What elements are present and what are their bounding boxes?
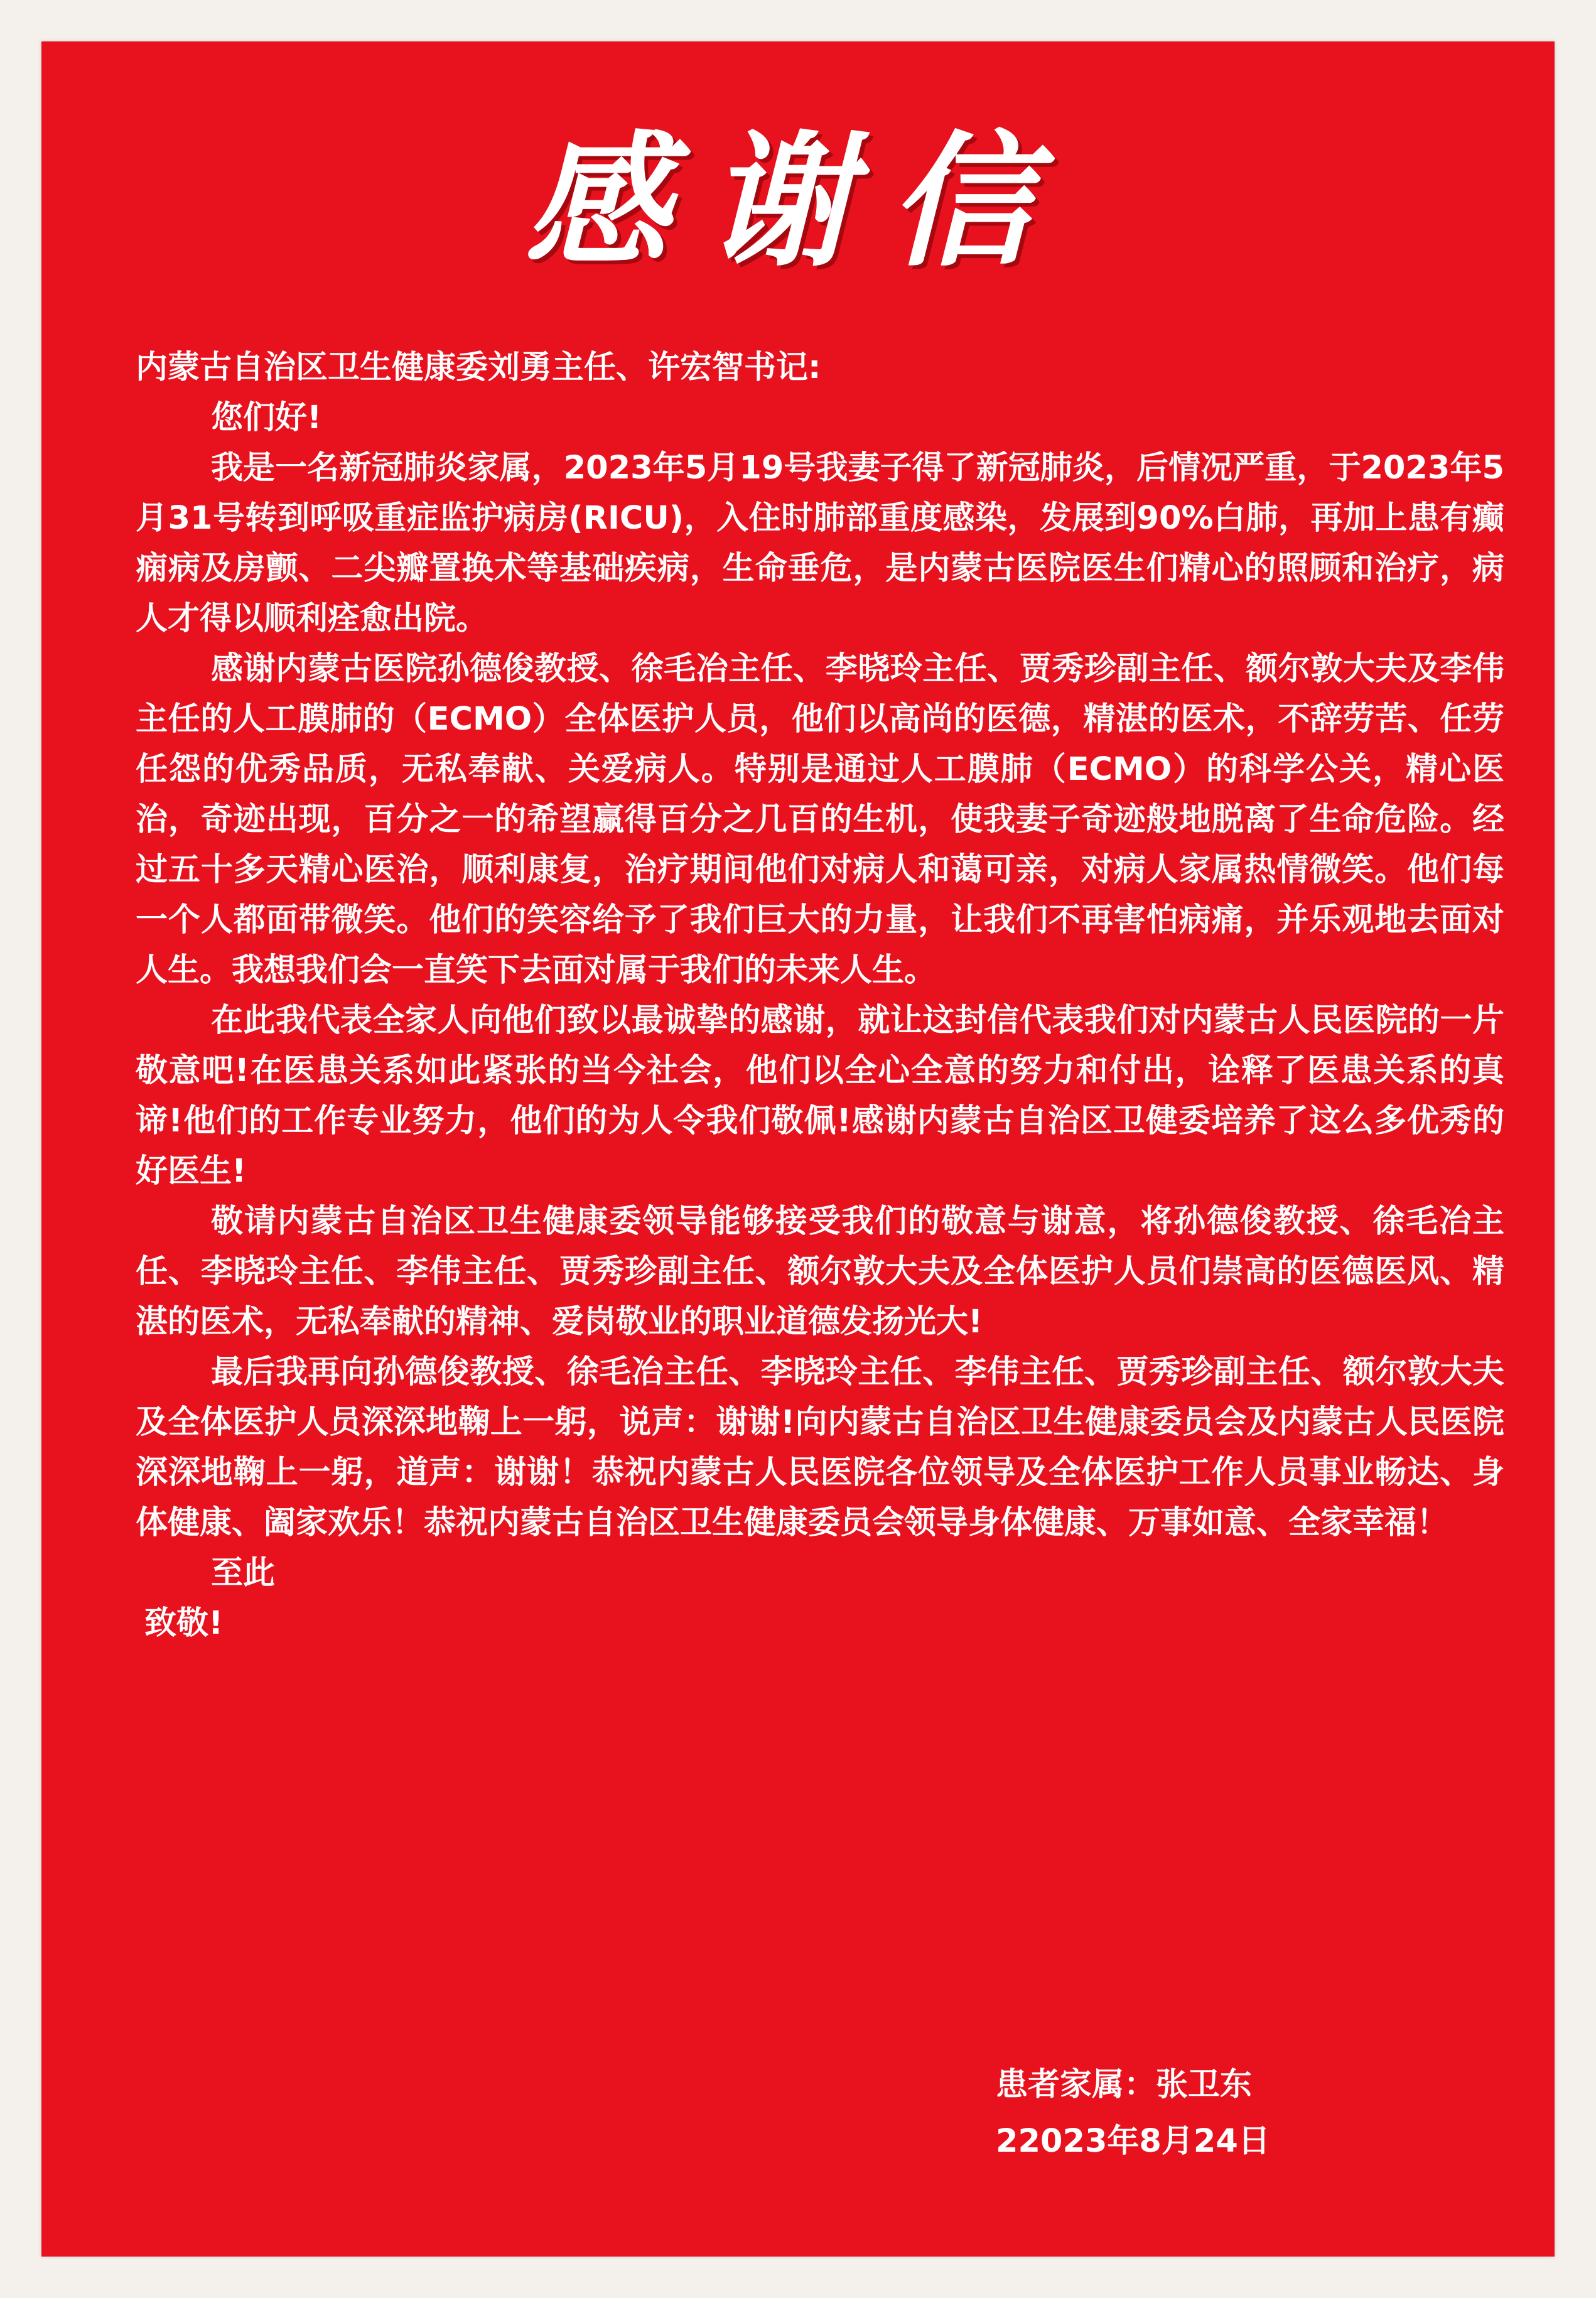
signature-block	[996, 2057, 1270, 2170]
signature-name: 患者家属：张卫东	[996, 2066, 1253, 2103]
signature-date: 22023年8月24日	[996, 2123, 1270, 2160]
letter-title: 感谢信	[525, 117, 1071, 286]
letter-greeting: 您们好!	[211, 399, 322, 436]
letter-closing-to-this: 至此	[211, 1555, 276, 1592]
letter-paragraph: 我是一名新冠肺炎家属，2023年5月19号我妻子得了新冠肺炎，后情况严重，于2023年5月31号转到呼吸重症监护病房(RICU)，入住时肺部重度感染，发展到90%白肺，再加上患有癫痫病及房颤、二尖瓣置换术等基础疾病，生命垂危，是内蒙古医院医生们精心的照顾和治疗，病人才得以顺利痊愈出院。	[136, 450, 1504, 637]
letter-salutation: 内蒙古自治区卫生健康委刘勇主任、许宏智书记:	[136, 349, 821, 386]
letter-paragraph: 敬请内蒙古自治区卫生健康委领导能够接受我们的敬意与谢意，将孙德俊教授、徐毛冶主任、李晓玲主任、李伟主任、贾秀珍副主任、额尔敦大夫及全体医护人员们崇高的医德医风、精湛的医术，无私奉献的精神、爱岗敬业的职业道德发扬光大!	[136, 1203, 1504, 1340]
letter-closing-salute: 致敬!	[144, 1605, 224, 1642]
letter-paragraph: 感谢内蒙古医院孙德俊教授、徐毛冶主任、李晓玲主任、贾秀珍副主任、额尔敦大夫及李伟主任的人工膜肺的（ECMO）全体医护人员，他们以高尚的医德，精湛的医术，不辞劳苦、任劳任怨的优秀品质，无私奉献、关爱病人。特别是通过人工膜肺（ECMO）的科学公关，精心医治，奇迹出现，百分之一的希望赢得百分之几百的生机，使我妻子奇迹般地脱离了生命危险。经过五十多天精心医治，顺利康复，治疗期间他们对病人和蔼可亲，对病人家属热情微笑。他们每一个人都面带微笑。他们的笑容给予了我们巨大的力量，让我们不再害怕病痛，并乐观地去面对人生。我想我们会一直笑下去面对属于我们的未来人生。	[136, 650, 1504, 989]
letter-paragraph: 在此我代表全家人向他们致以最诚挚的感谢，就让这封信代表我们对内蒙古人民医院的一片敬意吧!在医患关系如此紧张的当今社会，他们以全心全意的努力和付出，诠释了医患关系的真谛!他们的工作专业努力，他们的为人令我们敬佩!感谢内蒙古自治区卫健委培养了这么多优秀的好医生!	[136, 1002, 1504, 1190]
letter-sheet	[41, 41, 1555, 2257]
letter-body	[136, 343, 1504, 1649]
letter-paragraph: 最后我再向孙德俊教授、徐毛冶主任、李晓玲主任、李伟主任、贾秀珍副主任、额尔敦大夫及全体医护人员深深地鞠上一躬，说声：谢谢!向内蒙古自治区卫生健康委员会及内蒙古人民医院深深地鞠上一躬，道声：谢谢！恭祝内蒙古人民医院各位领导及全体医护工作人员事业畅达、身体健康、阖家欢乐！恭祝内蒙古自治区卫生健康委员会领导身体健康、万事如意、全家幸福！	[136, 1354, 1504, 1541]
